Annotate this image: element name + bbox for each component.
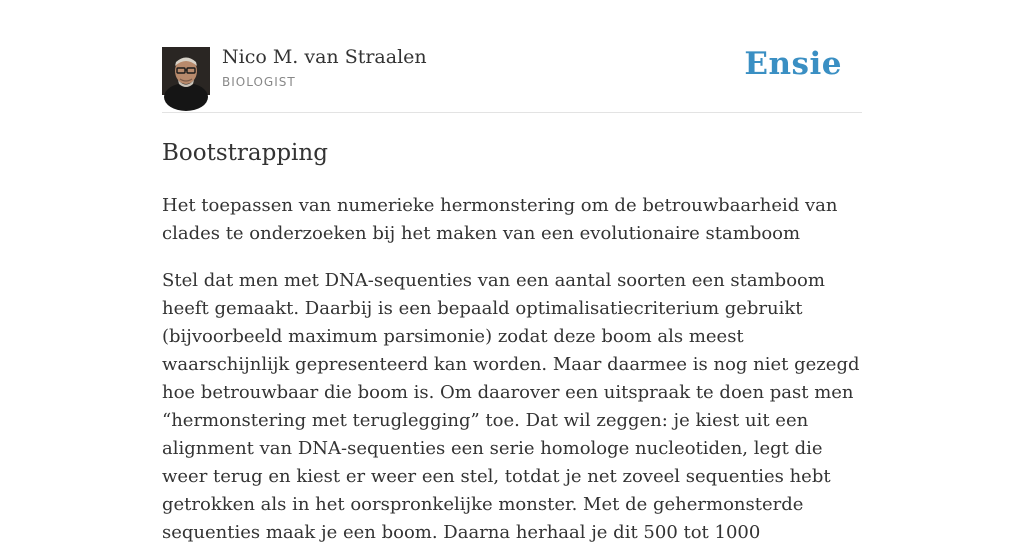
article-header [162, 0, 862, 113]
article-lead: Het toepassen van numerieke hermonstering om de betrouwbaarheid van clades te onderzoeken bij het maken van een evolutionaire stamboom [162, 195, 838, 244]
author-avatar[interactable] [162, 47, 210, 95]
article-body: Stel dat men met DNA-sequenties van een aantal soorten een stamboom heeft gemaakt. Daarbij is een bepaald optimalisatiecriterium gebruikt (bijvoorbeeld maximum parsimonie) zodat deze boom als meest waarschijnlijk gepresenteerd kan worden. Maar daarmee is nog niet gezegd hoe betrouwbaar die boom is. Om daarover een uitspraak te doen past men “hermonstering met teruglegging” toe. Dat wil zeggen: je kiest uit een alignment van DNA-sequenties een serie homologe nucleotiden, legt die weer terug en kiest er weer een stel, totdat je net zoveel sequenties hebt getrokken als in het oorspronkelijke monster. Met de gehermonsterde sequenties maak je een boom. Daarna herhaal je dit 500 tot 1000 [162, 270, 860, 543]
article-title: Bootstrapping [162, 140, 328, 166]
author-name[interactable]: Nico M. van Straalen [222, 46, 427, 68]
author-role: BIOLOGIST [222, 75, 296, 89]
article-page [162, 0, 862, 547]
ensie-logo[interactable]: Ensie [744, 46, 842, 82]
author-portrait-icon [162, 47, 210, 95]
